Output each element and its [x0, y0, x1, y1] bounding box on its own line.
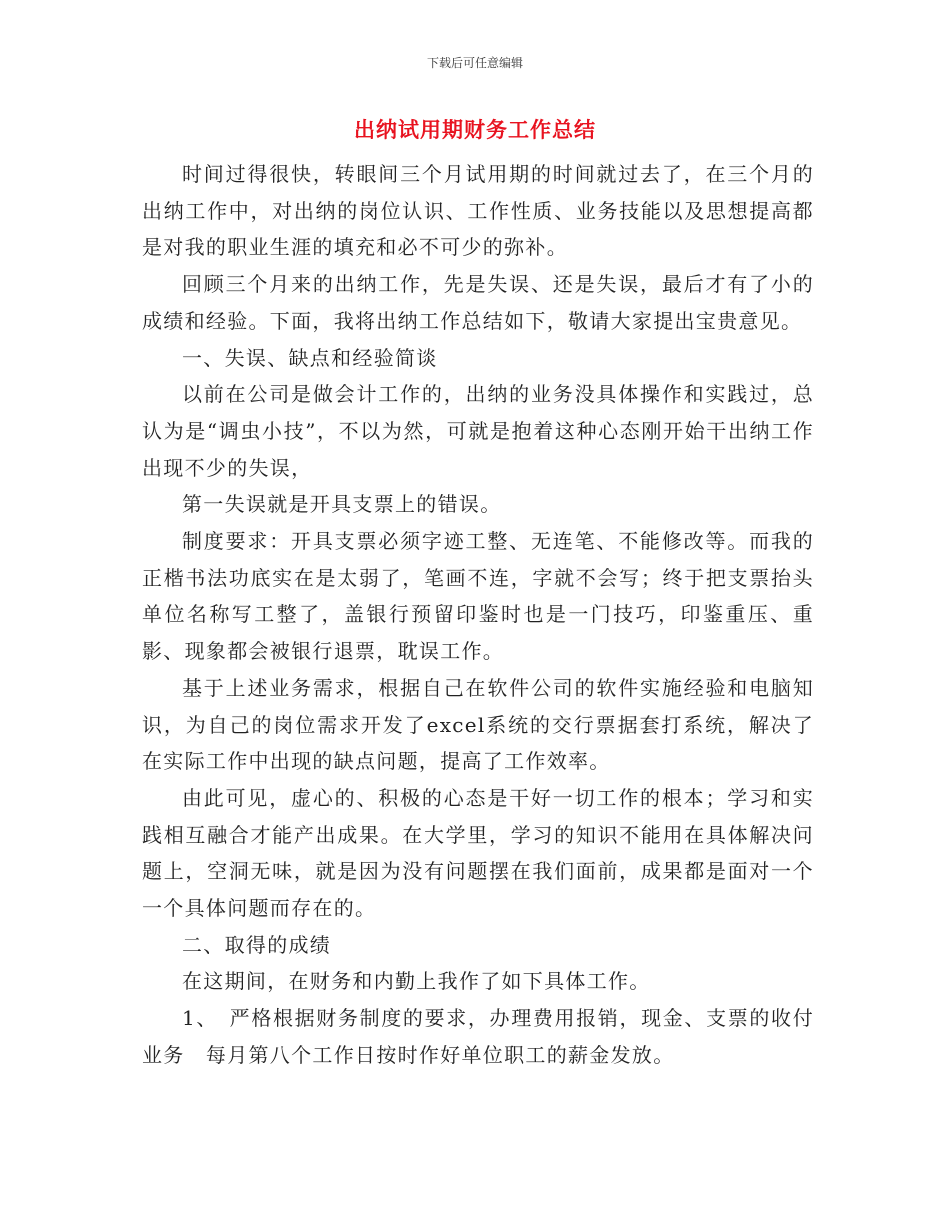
page-header-note: 下载后可任意编辑	[426, 56, 523, 70]
paragraph-first-mistake: 第一失误就是开具支票上的错误。	[182, 492, 502, 517]
section-heading-achievements: 二、取得的成绩	[182, 932, 332, 957]
paragraph-review: 回顾三个月来的出纳工作，先是失误、还是失误，最后才有了小的成绩和经验。下面，我将出纳工作总结如下，敬请大家提出宝贵意见。	[142, 272, 814, 333]
paragraph-work-intro: 在这期间，在财务和内勤上我作了如下具体工作。	[182, 969, 651, 994]
paragraph-lessons: 由此可见，虚心的、积极的心态是干好一切工作的根本；学习和实践相互融合才能产出成果。在大学里，学习的知识不能用在具体解决问题上，空洞无味，就是因为没有问题摆在我们面前，成果都是面对一个一个具体问题而存在的。	[142, 785, 814, 921]
paragraph-excel-system: 基于上述业务需求，根据自己在软件公司的软件实施经验和电脑知识，为自己的岗位需求开发了excel系统的交行票据套打系统，解决了在实际工作中出现的缺点问题，提高了工作效率。	[142, 675, 814, 774]
paragraph-background: 以前在公司是做会计工作的，出纳的业务没具体操作和实践过，总认为是“调虫小技”，不以为然，可就是抱着这种心态刚开始干出纳工作出现不少的失误，	[142, 382, 814, 480]
list-item-1: 1、 严格根据财务制度的要求，办理费用报销，现金、支票的收付业务 每月第八个工作日按时作好单位职工的薪金发放。	[142, 1006, 814, 1067]
section-heading-mistakes: 一、失误、缺点和经验简谈	[182, 345, 438, 370]
document-title: 出纳试用期财务工作总结	[354, 118, 596, 142]
paragraph-cheque-rules: 制度要求：开具支票必须字迹工整、无连笔、不能修改等。而我的正楷书法功底实在是太弱了，笔画不连，字就不会写；终于把支票抬头单位名称写工整了，盖银行预留印鉴时也是一门技巧，印鉴重压、重影、现象都会被银行退票，耽误工作。	[142, 529, 814, 664]
paragraph-intro: 时间过得很快，转眼间三个月试用期的时间就过去了，在三个月的出纳工作中，对出纳的岗位认识、工作性质、业务技能以及思想提高都是对我的职业生涯的填充和必不可少的弥补。	[142, 162, 814, 260]
document-body	[142, 156, 814, 1074]
